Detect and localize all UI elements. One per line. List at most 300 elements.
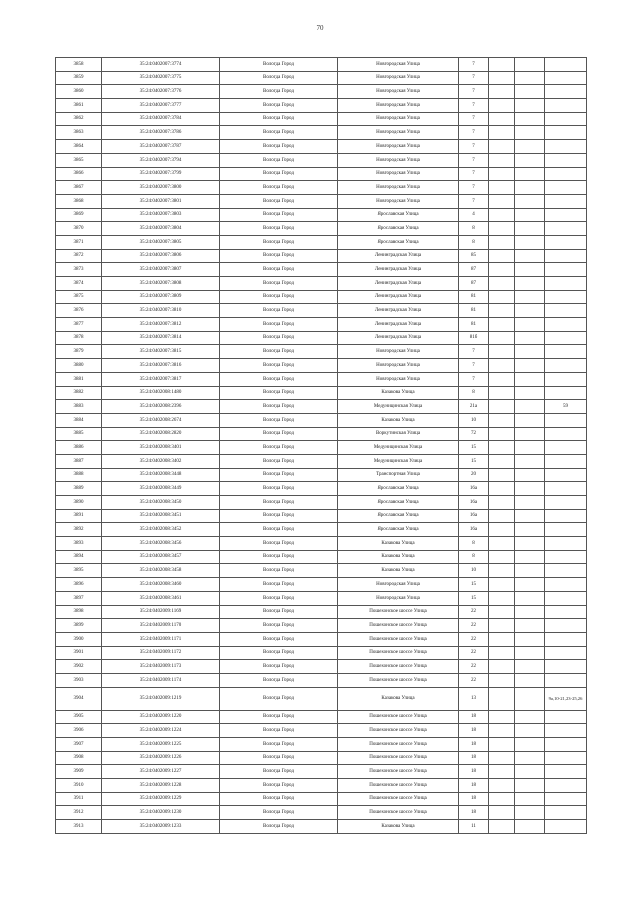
building-cell xyxy=(489,646,515,660)
table-row xyxy=(56,126,587,140)
street-cell: Медуницинская Улица xyxy=(338,400,459,414)
cadastral-number-cell: 35:24:0402007:3774 xyxy=(102,58,220,72)
table-row xyxy=(56,537,587,551)
building-cell xyxy=(489,400,515,414)
table-row xyxy=(56,687,587,710)
row-number-cell: 3893 xyxy=(56,537,102,551)
row-number-cell: 3902 xyxy=(56,660,102,674)
extra-info-cell xyxy=(545,71,587,85)
row-number-cell: 3886 xyxy=(56,441,102,455)
city-cell: Вологда Город xyxy=(220,591,338,605)
house-cell: 7 xyxy=(459,194,489,208)
row-number-cell: 3908 xyxy=(56,751,102,765)
building-cell xyxy=(489,710,515,724)
street-cell: Новгородская Улица xyxy=(338,591,459,605)
cadastral-number-cell: 35:24:0402007:3787 xyxy=(102,140,220,154)
cadastral-number-cell: 35:24:0402007:3817 xyxy=(102,372,220,386)
building-cell xyxy=(489,578,515,592)
table-row xyxy=(56,318,587,332)
row-number-cell: 3866 xyxy=(56,167,102,181)
row-number-cell: 3891 xyxy=(56,509,102,523)
apartment-cell xyxy=(515,482,545,496)
city-cell: Вологда Город xyxy=(220,345,338,359)
apartment-cell xyxy=(515,85,545,99)
extra-info-cell xyxy=(545,58,587,72)
row-number-cell: 3897 xyxy=(56,591,102,605)
row-number-cell: 3863 xyxy=(56,126,102,140)
extra-info-cell xyxy=(545,632,587,646)
table-row xyxy=(56,820,587,834)
row-number-cell: 3864 xyxy=(56,140,102,154)
cadastral-number-cell: 35:24:0402008:3460 xyxy=(102,578,220,592)
city-cell: Вологда Город xyxy=(220,482,338,496)
city-cell: Вологда Город xyxy=(220,359,338,373)
street-cell: Ленинградская Улица xyxy=(338,249,459,263)
table-row xyxy=(56,304,587,318)
house-cell: 81 xyxy=(459,318,489,332)
building-cell xyxy=(489,523,515,537)
extra-info-cell xyxy=(545,263,587,277)
cadastral-number-cell: 35:24:0402007:3806 xyxy=(102,249,220,263)
apartment-cell xyxy=(515,331,545,345)
house-cell: 11 xyxy=(459,820,489,834)
extra-info-cell xyxy=(545,318,587,332)
building-cell xyxy=(489,249,515,263)
building-cell xyxy=(489,372,515,386)
table-row xyxy=(56,58,587,72)
street-cell: Ленинградская Улица xyxy=(338,318,459,332)
building-cell xyxy=(489,537,515,551)
extra-info-cell xyxy=(545,591,587,605)
street-cell: Казакова Улица xyxy=(338,820,459,834)
house-cell: 8 xyxy=(459,550,489,564)
table-row xyxy=(56,468,587,482)
house-cell: 10 xyxy=(459,413,489,427)
building-cell xyxy=(489,765,515,779)
table-row xyxy=(56,71,587,85)
building-cell xyxy=(489,290,515,304)
extra-info-cell xyxy=(545,673,587,687)
city-cell: Вологда Город xyxy=(220,724,338,738)
row-number-cell: 3911 xyxy=(56,792,102,806)
house-cell: 7 xyxy=(459,359,489,373)
extra-info-cell xyxy=(545,724,587,738)
street-cell: Казакова Улица xyxy=(338,564,459,578)
street-cell: Пошехонское шоссе Улица xyxy=(338,806,459,820)
apartment-cell xyxy=(515,345,545,359)
table-row xyxy=(56,263,587,277)
cadastral-number-cell: 35:24:0402008:2820 xyxy=(102,427,220,441)
house-cell: 18 xyxy=(459,710,489,724)
street-cell: Транспортная Улица xyxy=(338,468,459,482)
table-row xyxy=(56,112,587,126)
cadastral-number-cell: 35:24:0402007:3809 xyxy=(102,290,220,304)
extra-info-cell xyxy=(545,345,587,359)
house-cell: 18 xyxy=(459,792,489,806)
street-cell: Ярославская Улица xyxy=(338,482,459,496)
cadastral-number-cell: 35:24:0402008:3451 xyxy=(102,509,220,523)
extra-info-cell xyxy=(545,441,587,455)
city-cell: Вологда Город xyxy=(220,550,338,564)
city-cell: Вологда Город xyxy=(220,646,338,660)
table-row xyxy=(56,619,587,633)
row-number-cell: 3899 xyxy=(56,619,102,633)
row-number-cell: 3912 xyxy=(56,806,102,820)
apartment-cell xyxy=(515,249,545,263)
row-number-cell: 3867 xyxy=(56,181,102,195)
city-cell: Вологда Город xyxy=(220,277,338,291)
table-row xyxy=(56,249,587,263)
apartment-cell xyxy=(515,359,545,373)
extra-info-cell xyxy=(545,765,587,779)
building-cell xyxy=(489,85,515,99)
table-row xyxy=(56,99,587,113)
cadastral-number-cell: 35:24:0402009:1224 xyxy=(102,724,220,738)
apartment-cell xyxy=(515,222,545,236)
street-cell: Пошехонское шоссе Улица xyxy=(338,738,459,752)
apartment-cell xyxy=(515,277,545,291)
row-number-cell: 3906 xyxy=(56,724,102,738)
table-row xyxy=(56,85,587,99)
city-cell: Вологда Город xyxy=(220,167,338,181)
street-cell: Ленинградская Улица xyxy=(338,331,459,345)
street-cell: Ярославская Улица xyxy=(338,523,459,537)
city-cell: Вологда Город xyxy=(220,673,338,687)
extra-info-cell xyxy=(545,290,587,304)
apartment-cell xyxy=(515,413,545,427)
extra-info-cell xyxy=(545,738,587,752)
house-cell: 72 xyxy=(459,427,489,441)
building-cell xyxy=(489,427,515,441)
apartment-cell xyxy=(515,441,545,455)
row-number-cell: 3896 xyxy=(56,578,102,592)
extra-info-cell xyxy=(545,523,587,537)
table-row xyxy=(56,724,587,738)
row-number-cell: 3910 xyxy=(56,779,102,793)
extra-info-cell xyxy=(545,331,587,345)
row-number-cell: 3881 xyxy=(56,372,102,386)
street-cell: Ярославская Улица xyxy=(338,222,459,236)
street-cell: Новгородская Улица xyxy=(338,71,459,85)
table-row xyxy=(56,509,587,523)
apartment-cell xyxy=(515,167,545,181)
row-number-cell: 3900 xyxy=(56,632,102,646)
building-cell xyxy=(489,126,515,140)
house-cell: 15 xyxy=(459,454,489,468)
house-cell: 87 xyxy=(459,263,489,277)
table-row xyxy=(56,290,587,304)
extra-info-cell xyxy=(545,386,587,400)
extra-info-cell xyxy=(545,181,587,195)
table-row xyxy=(56,181,587,195)
table-row xyxy=(56,140,587,154)
house-cell: 18 xyxy=(459,779,489,793)
apartment-cell xyxy=(515,58,545,72)
cadastral-number-cell: 35:24:0402007:3812 xyxy=(102,318,220,332)
street-cell: Новгородская Улица xyxy=(338,126,459,140)
cadastral-number-cell: 35:24:0402008:3452 xyxy=(102,523,220,537)
row-number-cell: 3884 xyxy=(56,413,102,427)
apartment-cell xyxy=(515,792,545,806)
building-cell xyxy=(489,263,515,277)
apartment-cell xyxy=(515,564,545,578)
street-cell: Медуницинская Улица xyxy=(338,441,459,455)
apartment-cell xyxy=(515,605,545,619)
city-cell: Вологда Город xyxy=(220,153,338,167)
street-cell: Казакова Улица xyxy=(338,386,459,400)
apartment-cell xyxy=(515,263,545,277)
cadastral-number-cell: 35:24:0402008:3401 xyxy=(102,441,220,455)
cadastral-number-cell: 35:24:0402008:3456 xyxy=(102,537,220,551)
table-row xyxy=(56,194,587,208)
row-number-cell: 3903 xyxy=(56,673,102,687)
table-row xyxy=(56,550,587,564)
apartment-cell xyxy=(515,523,545,537)
city-cell: Вологда Город xyxy=(220,263,338,277)
table-row xyxy=(56,427,587,441)
city-cell: Вологда Город xyxy=(220,806,338,820)
house-cell: 16а xyxy=(459,496,489,510)
city-cell: Вологда Город xyxy=(220,235,338,249)
cadastral-number-cell: 35:24:0402007:3807 xyxy=(102,263,220,277)
house-cell: 7 xyxy=(459,126,489,140)
street-cell: Новгородская Улица xyxy=(338,112,459,126)
row-number-cell: 3858 xyxy=(56,58,102,72)
house-cell: 7 xyxy=(459,71,489,85)
house-cell: 81 xyxy=(459,290,489,304)
city-cell: Вологда Город xyxy=(220,537,338,551)
row-number-cell: 3876 xyxy=(56,304,102,318)
street-cell: Пошехонское шоссе Улица xyxy=(338,751,459,765)
building-cell xyxy=(489,331,515,345)
city-cell: Вологда Город xyxy=(220,249,338,263)
extra-info-cell xyxy=(545,537,587,551)
table-row xyxy=(56,578,587,592)
city-cell: Вологда Город xyxy=(220,468,338,482)
table-row xyxy=(56,441,587,455)
building-cell xyxy=(489,304,515,318)
extra-info-cell xyxy=(545,85,587,99)
street-cell: Ленинградская Улица xyxy=(338,290,459,304)
house-cell: 20 xyxy=(459,468,489,482)
apartment-cell xyxy=(515,400,545,414)
row-number-cell: 3879 xyxy=(56,345,102,359)
building-cell xyxy=(489,509,515,523)
house-cell: 22 xyxy=(459,605,489,619)
city-cell: Вологда Город xyxy=(220,99,338,113)
apartment-cell xyxy=(515,806,545,820)
city-cell: Вологда Город xyxy=(220,779,338,793)
extra-info-cell xyxy=(545,646,587,660)
apartment-cell xyxy=(515,537,545,551)
apartment-cell xyxy=(515,619,545,633)
table-row xyxy=(56,806,587,820)
apartment-cell xyxy=(515,372,545,386)
street-cell: Ярославская Улица xyxy=(338,509,459,523)
house-cell: 7 xyxy=(459,140,489,154)
city-cell: Вологда Город xyxy=(220,194,338,208)
street-cell: Ярославская Улица xyxy=(338,235,459,249)
city-cell: Вологда Город xyxy=(220,605,338,619)
apartment-cell xyxy=(515,550,545,564)
street-cell: Новгородская Улица xyxy=(338,85,459,99)
street-cell: Ленинградская Улица xyxy=(338,304,459,318)
street-cell: Пошехонское шоссе Улица xyxy=(338,792,459,806)
city-cell: Вологда Город xyxy=(220,222,338,236)
cadastral-number-cell: 35:24:0402007:3799 xyxy=(102,167,220,181)
table-row xyxy=(56,605,587,619)
city-cell: Вологда Город xyxy=(220,427,338,441)
page-number: 70 xyxy=(316,24,324,32)
building-cell xyxy=(489,71,515,85)
house-cell: 22 xyxy=(459,646,489,660)
apartment-cell xyxy=(515,318,545,332)
city-cell: Вологда Город xyxy=(220,454,338,468)
house-cell: 15 xyxy=(459,591,489,605)
row-number-cell: 3887 xyxy=(56,454,102,468)
city-cell: Вологда Город xyxy=(220,331,338,345)
apartment-cell xyxy=(515,820,545,834)
building-cell xyxy=(489,660,515,674)
city-cell: Вологда Город xyxy=(220,71,338,85)
apartment-cell xyxy=(515,153,545,167)
registry-table-body xyxy=(56,58,587,834)
street-cell: Ленинградская Улица xyxy=(338,263,459,277)
city-cell: Вологда Город xyxy=(220,820,338,834)
row-number-cell: 3895 xyxy=(56,564,102,578)
cadastral-number-cell: 35:24:0402009:1172 xyxy=(102,646,220,660)
table-row xyxy=(56,413,587,427)
row-number-cell: 3907 xyxy=(56,738,102,752)
row-number-cell: 3892 xyxy=(56,523,102,537)
extra-info-cell xyxy=(545,208,587,222)
table-row xyxy=(56,765,587,779)
building-cell xyxy=(489,687,515,710)
row-number-cell: 3865 xyxy=(56,153,102,167)
house-cell: 81б xyxy=(459,331,489,345)
building-cell xyxy=(489,482,515,496)
apartment-cell xyxy=(515,646,545,660)
city-cell: Вологда Город xyxy=(220,413,338,427)
street-cell: Казакова Улица xyxy=(338,537,459,551)
table-row xyxy=(56,792,587,806)
cadastral-number-cell: 35:24:0402008:3402 xyxy=(102,454,220,468)
extra-info-cell xyxy=(545,167,587,181)
cadastral-number-cell: 35:24:0402007:3810 xyxy=(102,304,220,318)
street-cell: Новгородская Улица xyxy=(338,578,459,592)
street-cell: Пошехонское шоссе Улица xyxy=(338,605,459,619)
building-cell xyxy=(489,441,515,455)
apartment-cell xyxy=(515,673,545,687)
extra-info-cell xyxy=(545,194,587,208)
cadastral-number-cell: 35:24:0402007:3775 xyxy=(102,71,220,85)
row-number-cell: 3888 xyxy=(56,468,102,482)
building-cell xyxy=(489,181,515,195)
building-cell xyxy=(489,724,515,738)
extra-info-cell xyxy=(545,427,587,441)
building-cell xyxy=(489,820,515,834)
row-number-cell: 3894 xyxy=(56,550,102,564)
building-cell xyxy=(489,632,515,646)
row-number-cell: 3905 xyxy=(56,710,102,724)
cadastral-number-cell: 35:24:0402007:3784 xyxy=(102,112,220,126)
table-row xyxy=(56,660,587,674)
house-cell: 18 xyxy=(459,765,489,779)
cadastral-number-cell: 35:24:0402009:1219 xyxy=(102,687,220,710)
extra-info-cell xyxy=(545,359,587,373)
building-cell xyxy=(489,386,515,400)
table-row xyxy=(56,386,587,400)
house-cell: 22 xyxy=(459,619,489,633)
street-cell: Пошехонское шоссе Улица xyxy=(338,765,459,779)
cadastral-number-cell: 35:24:0402008:3449 xyxy=(102,482,220,496)
cadastral-number-cell: 35:24:0402007:3816 xyxy=(102,359,220,373)
apartment-cell xyxy=(515,738,545,752)
apartment-cell xyxy=(515,496,545,510)
extra-info-cell xyxy=(545,126,587,140)
table-row xyxy=(56,632,587,646)
house-cell: 8 xyxy=(459,386,489,400)
city-cell: Вологда Город xyxy=(220,765,338,779)
cadastral-number-cell: 35:24:0402007:3776 xyxy=(102,85,220,99)
extra-info-cell xyxy=(545,496,587,510)
registry-table xyxy=(55,57,587,834)
apartment-cell xyxy=(515,751,545,765)
house-cell: 4 xyxy=(459,208,489,222)
building-cell xyxy=(489,792,515,806)
house-cell: 22 xyxy=(459,673,489,687)
apartment-cell xyxy=(515,427,545,441)
apartment-cell xyxy=(515,632,545,646)
city-cell: Вологда Город xyxy=(220,792,338,806)
cadastral-number-cell: 35:24:0402007:3794 xyxy=(102,153,220,167)
house-cell: 87 xyxy=(459,277,489,291)
city-cell: Вологда Город xyxy=(220,687,338,710)
row-number-cell: 3880 xyxy=(56,359,102,373)
extra-info-cell xyxy=(545,468,587,482)
row-number-cell: 3904 xyxy=(56,687,102,710)
house-cell: 18 xyxy=(459,751,489,765)
row-number-cell: 3883 xyxy=(56,400,102,414)
extra-info-cell xyxy=(545,235,587,249)
apartment-cell xyxy=(515,126,545,140)
extra-info-cell xyxy=(545,153,587,167)
street-cell: Новгородская Улица xyxy=(338,153,459,167)
table-row xyxy=(56,738,587,752)
row-number-cell: 3885 xyxy=(56,427,102,441)
house-cell: 7 xyxy=(459,58,489,72)
cadastral-number-cell: 35:24:0402009:1228 xyxy=(102,779,220,793)
city-cell: Вологда Город xyxy=(220,710,338,724)
house-cell: 81 xyxy=(459,304,489,318)
apartment-cell xyxy=(515,765,545,779)
extra-info-cell xyxy=(545,710,587,724)
extra-info-cell xyxy=(545,605,587,619)
cadastral-number-cell: 35:24:0402007:3786 xyxy=(102,126,220,140)
street-cell: Ярославская Улица xyxy=(338,208,459,222)
apartment-cell xyxy=(515,687,545,710)
cadastral-number-cell: 35:24:0402007:3808 xyxy=(102,277,220,291)
table-row xyxy=(56,235,587,249)
extra-info-cell xyxy=(545,564,587,578)
building-cell xyxy=(489,194,515,208)
apartment-cell xyxy=(515,591,545,605)
cadastral-number-cell: 35:24:0402008:3457 xyxy=(102,550,220,564)
cadastral-number-cell: 35:24:0402007:3805 xyxy=(102,235,220,249)
street-cell: Медуницинская Улица xyxy=(338,454,459,468)
city-cell: Вологда Город xyxy=(220,318,338,332)
row-number-cell: 3860 xyxy=(56,85,102,99)
